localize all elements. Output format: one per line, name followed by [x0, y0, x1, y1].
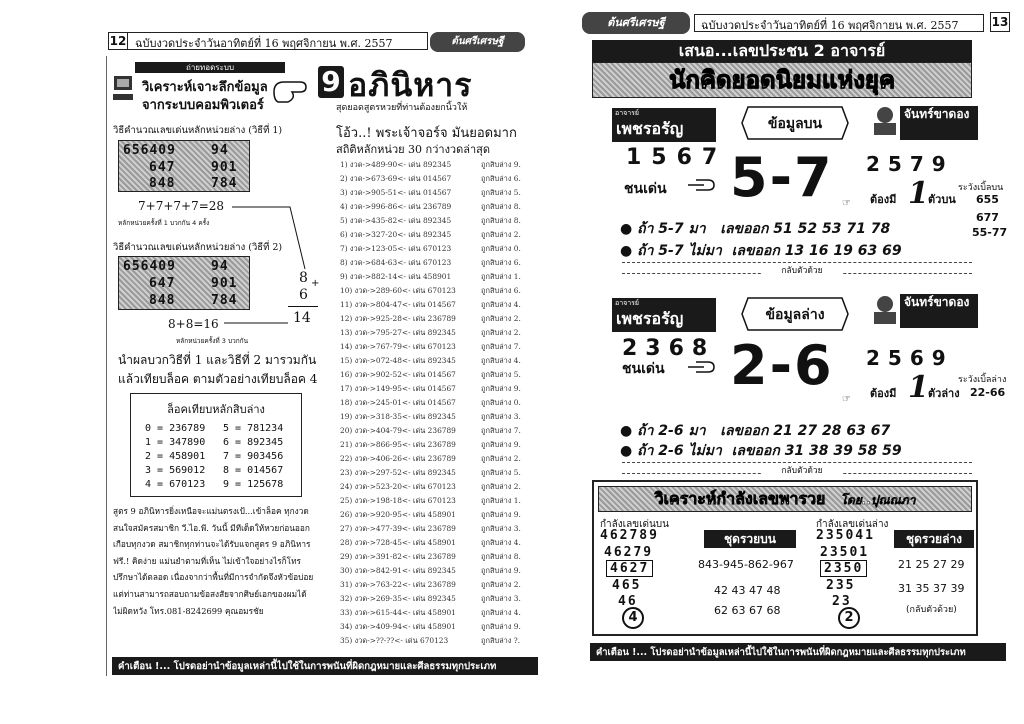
upper-set-2: 42 43 47 48 [714, 584, 781, 597]
stat-hit: ถูกสิบล่าง 2. [481, 328, 521, 337]
pyr-row: 462789 [600, 528, 659, 543]
left-warning-text: คำเตือน !... โปรดอย่านำข้อมูลเหล่านี้ไปใช้ในการพนันที่ผิดกฎหมายและศีลธรรมทุกประเภท [118, 661, 497, 672]
stat-draw: 22) งวด->406-26<- เด่น 236789 [340, 454, 456, 463]
pyr-row: 235 [826, 577, 856, 593]
stat-hit: ถูกสิบล่าง 3. [481, 412, 521, 421]
brand-tagline: สุดยอดสูตรหวยที่ท่านต้องยกนิ้วให้ [336, 103, 468, 113]
stat-draw: 32) งวด->269-35<- เด่น 892345 [340, 594, 456, 603]
upper-watch-num: 655 [976, 193, 999, 206]
bullet-icon: ● [620, 221, 633, 237]
banner-title [592, 62, 972, 98]
lock-k2: 2 [145, 451, 152, 462]
stat-hit: ถูกสิบล่าง 9. [481, 384, 521, 393]
upper-label-text: ข้อมูลบน [767, 116, 823, 132]
upper-watch-num: 677 [976, 211, 999, 224]
upper-reverse-bar [622, 262, 972, 274]
stat-draw: 10) งวด->289-60<- เด่น 670123 [340, 286, 456, 295]
stat-draw: 15) งวด->072-48<- เด่น 892345 [340, 356, 456, 365]
right-header-logo: ต้นศรีเศรษฐี [582, 12, 690, 34]
page-number-left: 12 [109, 34, 127, 48]
stat-hit: ถูกสิบล่าง 5. [481, 468, 521, 477]
upper-if-not-label: ถ้า 5-7 ไม่มา [637, 243, 722, 259]
left-page-edge [106, 56, 107, 676]
m2-r2b: 901 [211, 276, 238, 291]
pyr-row: 235041 [816, 528, 875, 543]
m1-r1a: 656409 [123, 143, 176, 158]
lower-watch: ระวังเบิ้ลล่าง [958, 375, 1007, 385]
combine-text-1: นำผลบวกวิธีที่ 1 และวิธีที่ 2 มารวมกัน [118, 353, 317, 367]
computer-icon [112, 74, 134, 104]
right-warning [590, 643, 1006, 661]
lock-k6: 6 [223, 437, 230, 448]
method1-sum: 7+7+7+7=28 [138, 199, 225, 213]
stat-hit: ถูกสิบล่าง 9. [481, 566, 521, 575]
pyr-row: 4627 [606, 560, 653, 577]
stat-draw: 13) งวด->795-27<- เด่น 892345 [340, 328, 456, 337]
upper-main-label: ชนเด่น [624, 181, 667, 197]
plus-sign: + [311, 278, 320, 289]
stat-draw: 25) งวด->198-18<- เด่น 670123 [340, 496, 456, 505]
lower-if-not [620, 440, 902, 462]
lower-big: 2-6 [730, 334, 834, 397]
upper-big: 5-7 [730, 146, 834, 209]
lock-k8: 8 [223, 465, 230, 476]
stat-hit: ถูกสิบล่าง 2. [481, 230, 521, 239]
upper-watch-num: 55-77 [972, 226, 1008, 239]
pointing-hand-icon [686, 176, 716, 194]
m1-r1b: 94 [211, 143, 229, 158]
lower-power-label: กำลังเลขเด่นล่าง [816, 519, 889, 530]
pyr-row: 46 [618, 594, 638, 609]
upper-must-suffix: ตัวบน [928, 193, 956, 206]
lock-v2: 458901 [169, 451, 206, 462]
stat-draw: 26) งวด->920-95<- เด่น 458901 [340, 510, 456, 519]
stat-hit: ถูกสิบล่าง 4. [481, 538, 521, 547]
stat-draw: 19) งวด->318-35<- เด่น 892345 [340, 412, 456, 421]
stat-draw: 29) งวด->391-82<- เด่น 236789 [340, 552, 456, 561]
upper-set-3: 62 63 67 68 [714, 604, 781, 617]
lock-k3: 3 [145, 465, 152, 476]
stat-draw: 8) งวด->684-63<- เด่น 670123 [340, 258, 452, 267]
stat-draw: 20) งวด->404-79<- เด่น 236789 [340, 426, 456, 435]
upper-if-come [620, 218, 890, 240]
teacher-b-lower: จันทร์ขาดอง [900, 294, 978, 328]
bullet-icon: ● [620, 243, 633, 259]
method2-note: หลักหน่วยครั้งที่ 3 บวกกัน [176, 337, 249, 345]
lock-v0: 236789 [169, 423, 206, 434]
stat-hit: ถูกสิบล่าง 9. [481, 510, 521, 519]
stat-draw: 3) งวด->905-51<- เด่น 014567 [340, 188, 452, 197]
page-number-right: 13 [990, 12, 1010, 32]
upper-if-come-value: เลขออก 51 52 53 71 78 [720, 221, 891, 237]
promo-line: ไม่ผิดหวัง โทร.081-8242699 คุณอมรชัย [113, 605, 264, 616]
method1-title: วิธีคำนวณเลขเด่นหลักหน่วยล่าง (วิธีที่ 1) [113, 125, 283, 136]
lower-set-2: 31 35 37 39 [898, 582, 965, 595]
stat-hit: ถูกสิบล่าง 7. [481, 426, 521, 435]
stat-hit: ถูกสิบล่าง ?. [481, 636, 521, 645]
small-hand-icon: ☞ [842, 394, 851, 405]
promo-line: สูตร 9 อภินิหารยิ่งเหนือจะแม่นตรงเป้...เข้าล็อค ทุกงวด [113, 506, 309, 516]
lock-k5: 5 [223, 423, 230, 434]
lock-k4: 4 [145, 479, 152, 490]
stat-hit: ถูกสิบล่าง 8. [481, 552, 521, 561]
m2-r3a: 848 [149, 293, 176, 308]
promo-line: ปรึกษาได้ตลอด เนื่องจากว่าพื้นที่มีการจำกัดจึงหัวข้อบ่อย [113, 572, 314, 583]
teacher-a-name: เพชรอรัญ [616, 119, 684, 138]
lower-set-1: 21 25 27 29 [898, 558, 965, 571]
m1-r2b: 901 [211, 160, 238, 175]
stat-draw: 16) งวด->902-52<- เด่น 014567 [340, 370, 456, 379]
stat-draw: 28) งวด->728-45<- เด่น 458901 [340, 538, 456, 547]
lock-v5: 781234 [247, 423, 284, 434]
m2-r1b: 94 [211, 259, 229, 274]
portrait-icon [870, 103, 900, 135]
stat-draw: 4) งวด->996-86<- เด่น 236789 [340, 202, 452, 211]
method2-title: วิธีคำนวณเลขเด่นหลักหน่วยล่าง (วิธีที่ 2) [113, 242, 283, 253]
stat-draw: 21) งวด->866-95<- เด่น 236789 [340, 440, 456, 449]
pyr-row: 46279 [604, 544, 654, 560]
portrait-icon [870, 292, 900, 324]
side-calc-a: 8 [299, 270, 308, 286]
m2-r1a: 656409 [123, 259, 176, 274]
promo-line: เกือบทุกงวด สมาชิกทุกท่านจะได้รับแจกสูตร 9 อภินิหาร [113, 539, 311, 550]
upper-pyramid [600, 528, 700, 611]
stat-hit: ถูกสิบล่าง 6. [481, 258, 521, 267]
lower-if-come [620, 420, 890, 442]
banner [592, 40, 972, 98]
lower-set-3: (กลับตัวด้วย) [906, 605, 957, 615]
stat-hit: ถูกสิบล่าง 8. [481, 216, 521, 225]
upper-must: ต้องมี [870, 193, 897, 206]
stat-draw: 33) งวด->615-44<- เด่น 458901 [340, 608, 456, 617]
right-header-text: ฉบับงวดประจำวันอาทิตย์ที่ 16 พฤศจิกายน พ.ศ. 2557 [701, 19, 959, 32]
promo-line: สนใจสมัครสมาชิก วี.ไอ.พี. วันนี้ มีทีเด็ดให้หวยก่อนออก [113, 522, 310, 533]
lower-if-not-label: ถ้า 2-6 ไม่มา [637, 443, 722, 459]
hand-icon [270, 72, 310, 106]
stat-hit: ถูกสิบล่าง 1. [481, 496, 521, 505]
right-page [560, 0, 1024, 724]
stat-draw: 35) งวด->??-??<- เด่น 670123 [340, 636, 449, 645]
upper-if-not [620, 240, 902, 262]
upper-reverse: กลับตัวด้วย [762, 263, 842, 277]
stat-draw: 18) งวด->245-01<- เด่น 014567 [340, 398, 456, 407]
right-warning-text: คำเตือน !... โปรดอย่านำข้อมูลเหล่านี้ไปใช้ในการพนันที่ผิดกฎหมายและศีลธรรมทุกประเภท [596, 647, 966, 658]
left-header [108, 32, 428, 50]
stat-hit: ถูกสิบล่าง 5. [481, 370, 521, 379]
analysis-title-2: จากระบบคอมพิวเตอร์ [142, 98, 264, 113]
lock-v4: 670123 [169, 479, 206, 490]
analysis-by: โดย..ปุณณภา [840, 493, 916, 507]
analysis-header [598, 486, 972, 512]
stat-draw: 27) งวด->477-39<- เด่น 236789 [340, 524, 456, 533]
stat-draw: 31) งวด->763-22<- เด่น 236789 [340, 580, 456, 589]
teacher-a-name: เพชรอรัญ [616, 309, 684, 328]
stat-draw: 5) งวด->435-82<- เด่น 892345 [340, 216, 452, 225]
lower-label [740, 296, 850, 332]
teacher-a-lower [612, 298, 716, 332]
stat-hit: ถูกสิบล่าง 2. [481, 314, 521, 323]
bullet-icon: ● [620, 423, 633, 439]
lower-must-suffix: ตัวล่าง [928, 387, 960, 400]
stat-draw: 2) งวด->673-69<- เด่น 014567 [340, 174, 452, 183]
brand-digit: 9 [318, 66, 344, 98]
lower-reverse: กลับตัวด้วย [762, 463, 842, 477]
stat-draw: 9) งวด->882-14<- เด่น 458901 [340, 272, 452, 281]
lock-v8: 014567 [247, 465, 284, 476]
promo-line: แต่ท่านสามารถสอบถามข้อสงสัยจากศิษย์เอกของผมได้ [113, 588, 307, 599]
teacher-a-tag: อาจารย์ [615, 299, 640, 307]
pyr-row: 465 [612, 577, 642, 593]
stat-draw: 11) งวด->804-47<- เด่น 014567 [340, 300, 456, 309]
stat-draw: 34) งวด->409-94<- เด่น 458901 [340, 622, 456, 631]
method1-note: หลักหน่วยครั้งที่ 1 บวกกัน 4 ครั้ง [118, 219, 210, 227]
banner-title-text: นักคิดยอดนิยมแห่งยุค [668, 66, 896, 94]
m1-r3a: 848 [149, 176, 176, 191]
upper-if-not-value: เลขออก 13 16 19 63 69 [731, 243, 902, 259]
method1-box [118, 140, 250, 192]
lower-set-title: ชุดรวยล่าง [894, 530, 974, 548]
promo-paragraph [113, 503, 338, 619]
side-calc-b: 6 [299, 287, 308, 303]
stat-hit: ถูกสิบล่าง 7. [481, 342, 521, 351]
method2-sum: 8+8=16 [168, 317, 219, 331]
lower-right-digits: 2569 [866, 346, 954, 370]
left-warning [112, 657, 538, 675]
lower-digits: 2368 [622, 336, 716, 361]
analysis-box [592, 480, 978, 636]
stat-draw: 30) งวด->842-91<- เด่น 892345 [340, 566, 456, 575]
stat-draw: 14) งวด->767-79<- เด่น 670123 [340, 342, 456, 351]
stat-hit: ถูกสิบล่าง 9. [481, 622, 521, 631]
promo-tag: ถ่ายทอดระบบ [135, 62, 285, 73]
upper-right-digits: 2579 [866, 152, 954, 176]
lower-must-digit: 1 [908, 370, 929, 405]
analysis-title: วิเคราะห์กำลังเลขพารวย [654, 489, 826, 508]
praise-line-2: สถิติหลักหน่วย 30 กว่างวดล่าสุด [336, 143, 491, 156]
stat-hit: ถูกสิบล่าง 2. [481, 482, 521, 491]
lower-if-come-label: ถ้า 2-6 มา [637, 423, 706, 439]
pyr-row-boxed [600, 561, 700, 578]
upper-set-1: 843-945-862-967 [698, 558, 794, 571]
lock-v3: 569012 [169, 465, 206, 476]
m2-r2a: 647 [149, 276, 176, 291]
stat-hit: ถูกสิบล่าง 6. [481, 174, 521, 183]
lock-v7: 903456 [247, 451, 284, 462]
stat-draw: 23) งวด->297-52<- เด่น 892345 [340, 468, 456, 477]
stat-hit: ถูกสิบล่าง 4. [481, 608, 521, 617]
lower-main-label: ชนเด่น [622, 361, 665, 377]
stat-draw: 6) งวด->327-20<- เด่น 892345 [340, 230, 452, 239]
stat-draw: 1) งวด->489-90<- เด่น 892345 [340, 160, 452, 169]
stat-hit: ถูกสิบล่าง 3. [481, 524, 521, 533]
lock-v1: 347890 [169, 437, 206, 448]
bullet-icon: ● [620, 443, 633, 459]
lock-k7: 7 [223, 451, 230, 462]
pyr-row: 23 [832, 594, 852, 609]
upper-must-digit: 1 [908, 176, 929, 211]
lower-if-come-value: เลขออก 21 27 28 63 67 [720, 423, 891, 439]
lock-v6: 892345 [247, 437, 284, 448]
brand-name: อภินิหาร [348, 66, 473, 104]
lower-label-text: ข้อมูลล่าง [765, 307, 825, 323]
m1-r3b: 784 [211, 176, 238, 191]
pyr-row: 23501 [820, 544, 870, 560]
lower-pyramid-end: 2 [838, 607, 860, 629]
upper-watch: ระวังเบิ้ลบน [958, 183, 1004, 193]
stat-draw: 7) งวด->123-05<- เด่น 670123 [340, 244, 452, 253]
stat-hit: ถูกสิบล่าง 3. [481, 594, 521, 603]
upper-digits: 1567 [626, 145, 728, 170]
stat-hit: ถูกสิบล่าง 4. [481, 300, 521, 309]
stat-hit: ถูกสิบล่าง 9. [481, 160, 521, 169]
lock-k1: 1 [145, 437, 152, 448]
lock-k0: 0 [145, 423, 152, 434]
stat-hit: ถูกสิบล่าง 1. [481, 272, 521, 281]
lower-reverse-bar [622, 462, 972, 474]
upper-set-title: ชุดรวยบน [704, 530, 796, 548]
lower-must: ต้องมี [870, 387, 897, 400]
stat-hit: ถูกสิบล่าง 9. [481, 440, 521, 449]
teacher-a-tag: อาจารย์ [615, 109, 640, 117]
pointing-hand-icon [686, 358, 716, 376]
stat-hit: ถูกสิบล่าง 0. [481, 244, 521, 253]
lock-table: ล็อคเทียบหลักสิบล่าง 0 = 236789 1 = 347890 2 = 458901 3 = 569012 4 = 670123 5 = 781234 6 = 892345 7 = 903456 8 = 014567 9 = 125678 [130, 393, 302, 497]
lock-k9: 9 [223, 479, 230, 490]
upper-pyramid-end: 4 [622, 607, 644, 629]
calc-line [288, 306, 318, 307]
right-header [694, 14, 984, 32]
pyr-row: 2350 [820, 560, 867, 577]
m2-r3b: 784 [211, 293, 238, 308]
left-header-text: ฉบับงวดประจำวันอาทิตย์ที่ 16 พฤศจิกายน พ.ศ. 2557 [135, 37, 393, 50]
left-header-logo: ต้นศรีเศรษฐี [430, 32, 525, 52]
combine-text-2: แล้วเทียบล็อค ตามตัวอย่างเทียบล็อค 4 [118, 372, 318, 386]
stat-hit: ถูกสิบล่าง 8. [481, 202, 521, 211]
upper-power-label: กำลังเลขเด่นบน [600, 519, 669, 530]
stat-hit: ถูกสิบล่าง 4. [481, 356, 521, 365]
side-calc-c: 14 [293, 310, 311, 326]
stat-hit: ถูกสิบล่าง 0. [481, 398, 521, 407]
banner-line-text: เสนอ...เลขประชน 2 อาจารย์ [678, 41, 886, 60]
lock-title: ล็อคเทียบหลักสิบล่าง [167, 403, 265, 416]
teacher-b-upper: จันทร์ขาดอง [900, 106, 978, 140]
analysis-title-1: วิเคราะห์เจาะลึกข้อมูล [142, 80, 268, 95]
stat-draw: 12) งวด->925-28<- เด่น 236789 [340, 314, 456, 323]
teacher-a-upper [612, 108, 716, 142]
lock-v9: 125678 [247, 479, 284, 490]
m1-r2a: 647 [149, 160, 176, 175]
banner-line [592, 40, 972, 62]
lower-if-not-value: เลขออก 31 38 39 58 59 [731, 443, 902, 459]
method2-box [118, 256, 250, 310]
stat-draw: 17) งวด->149-95<- เด่น 014567 [340, 384, 456, 393]
upper-label [740, 105, 850, 141]
stat-draw: 24) งวด->523-20<- เด่น 670123 [340, 482, 456, 491]
stat-hit: ถูกสิบล่าง 2. [481, 580, 521, 589]
promo-line: ฟรี.! คิดง่าย แม่นยำตามที่เห็น ไม่เข้าใจอย่างไรก็โทร [113, 555, 302, 566]
stat-hit: ถูกสิบล่าง 2. [481, 454, 521, 463]
lower-watch-num: 22-66 [970, 386, 1006, 399]
stat-hit: ถูกสิบล่าง 5. [481, 188, 521, 197]
stat-hit: ถูกสิบล่าง 6. [481, 286, 521, 295]
praise-line-1: โอ้ว..! พระเจ้าจอร์จ มันยอดมาก [336, 126, 517, 141]
upper-if-come-label: ถ้า 5-7 มา [637, 221, 706, 237]
connector-line-2 [222, 318, 292, 328]
small-hand-icon: ☞ [842, 198, 851, 209]
